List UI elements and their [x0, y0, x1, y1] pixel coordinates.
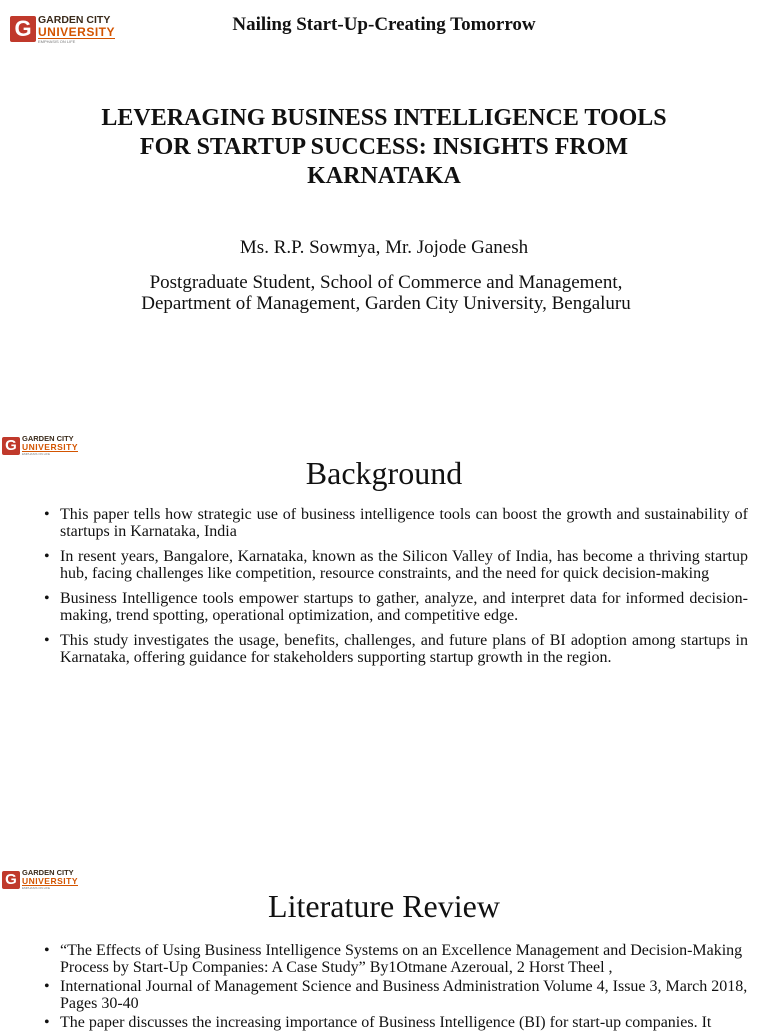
logo-tagline: EMPHASIS ON LIFE: [22, 452, 51, 456]
authors: Ms. R.P. Sowmya, Mr. Jojode Ganesh: [239, 237, 529, 258]
logo-g-mark: G: [2, 871, 20, 889]
logo-line-2: UNIVERSITY: [38, 24, 116, 39]
logo-line-2: UNIVERSITY: [22, 875, 79, 886]
section-heading-literature-review: Literature Review: [268, 888, 500, 924]
list-item: • In resent years, Bangalore, Karnataka, known as the Silicon Valley of India, has become a thriving startup hub, facing challenges like competition, resource constraints, and the need for quick decision-making: [60, 548, 748, 582]
paper-title: LEVERAGING BUSINESS INTELLIGENCE TOOLS FOR STARTUP SUCCESS: INSIGHTS FROM KARNATAKA: [101, 105, 667, 189]
university-logo-small: [2, 435, 78, 456]
background-bullet-list: [40, 506, 748, 674]
affiliation: Postgraduate Student, School of Commerce and Management, Department of Management, Garden City University, Bengaluru: [141, 272, 631, 314]
logo-g-mark: G: [10, 16, 36, 42]
list-item: • The paper discusses the increasing importance of Business Intelligence (BI) for start-up companies. It: [60, 1014, 748, 1031]
list-item: • “The Effects of Using Business Intelligence Systems on an Excellence Management and Decision-Making Process by Start-Up Companies: A Case Study” By1Otmane Azeroual, 2 Horst Theel ,: [60, 942, 748, 976]
list-item: • Business Intelligence tools empower startups to gather, analyze, and interpret data for informed decision-making, trend spotting, operational optimization, and competitive edge.: [60, 590, 748, 624]
logo-line-1: GARDEN CITY: [22, 868, 74, 877]
university-logo-small: [2, 869, 78, 890]
logo-g-mark: G: [2, 437, 20, 455]
logo-line-1: GARDEN CITY: [22, 434, 74, 443]
logo-line-1: GARDEN CITY: [38, 14, 111, 26]
logo-line-2: UNIVERSITY: [22, 441, 79, 452]
list-item: • International Journal of Management Science and Business Administration Volume 4, Issue 3, March 2018, Pages 30-40: [60, 978, 748, 1012]
literature-bullet-list: [40, 942, 748, 1033]
logo-tagline: EMPHASIS ON LIFE: [22, 886, 51, 890]
list-item: • This study investigates the usage, benefits, challenges, and future plans of BI adoption among startups in Karnataka, offering guidance for stakeholders supporting startup growth in the region.: [60, 632, 748, 666]
section-heading-background: Background: [305, 455, 463, 491]
logo-tagline: EMPHASIS ON LIFE: [38, 38, 76, 44]
list-item: • This paper tells how strategic use of business intelligence tools can boost the growth and sustainability of startups in Karnataka, India: [60, 506, 748, 540]
header-tagline: Nailing Start-Up-Creating Tomorrow: [232, 14, 536, 35]
